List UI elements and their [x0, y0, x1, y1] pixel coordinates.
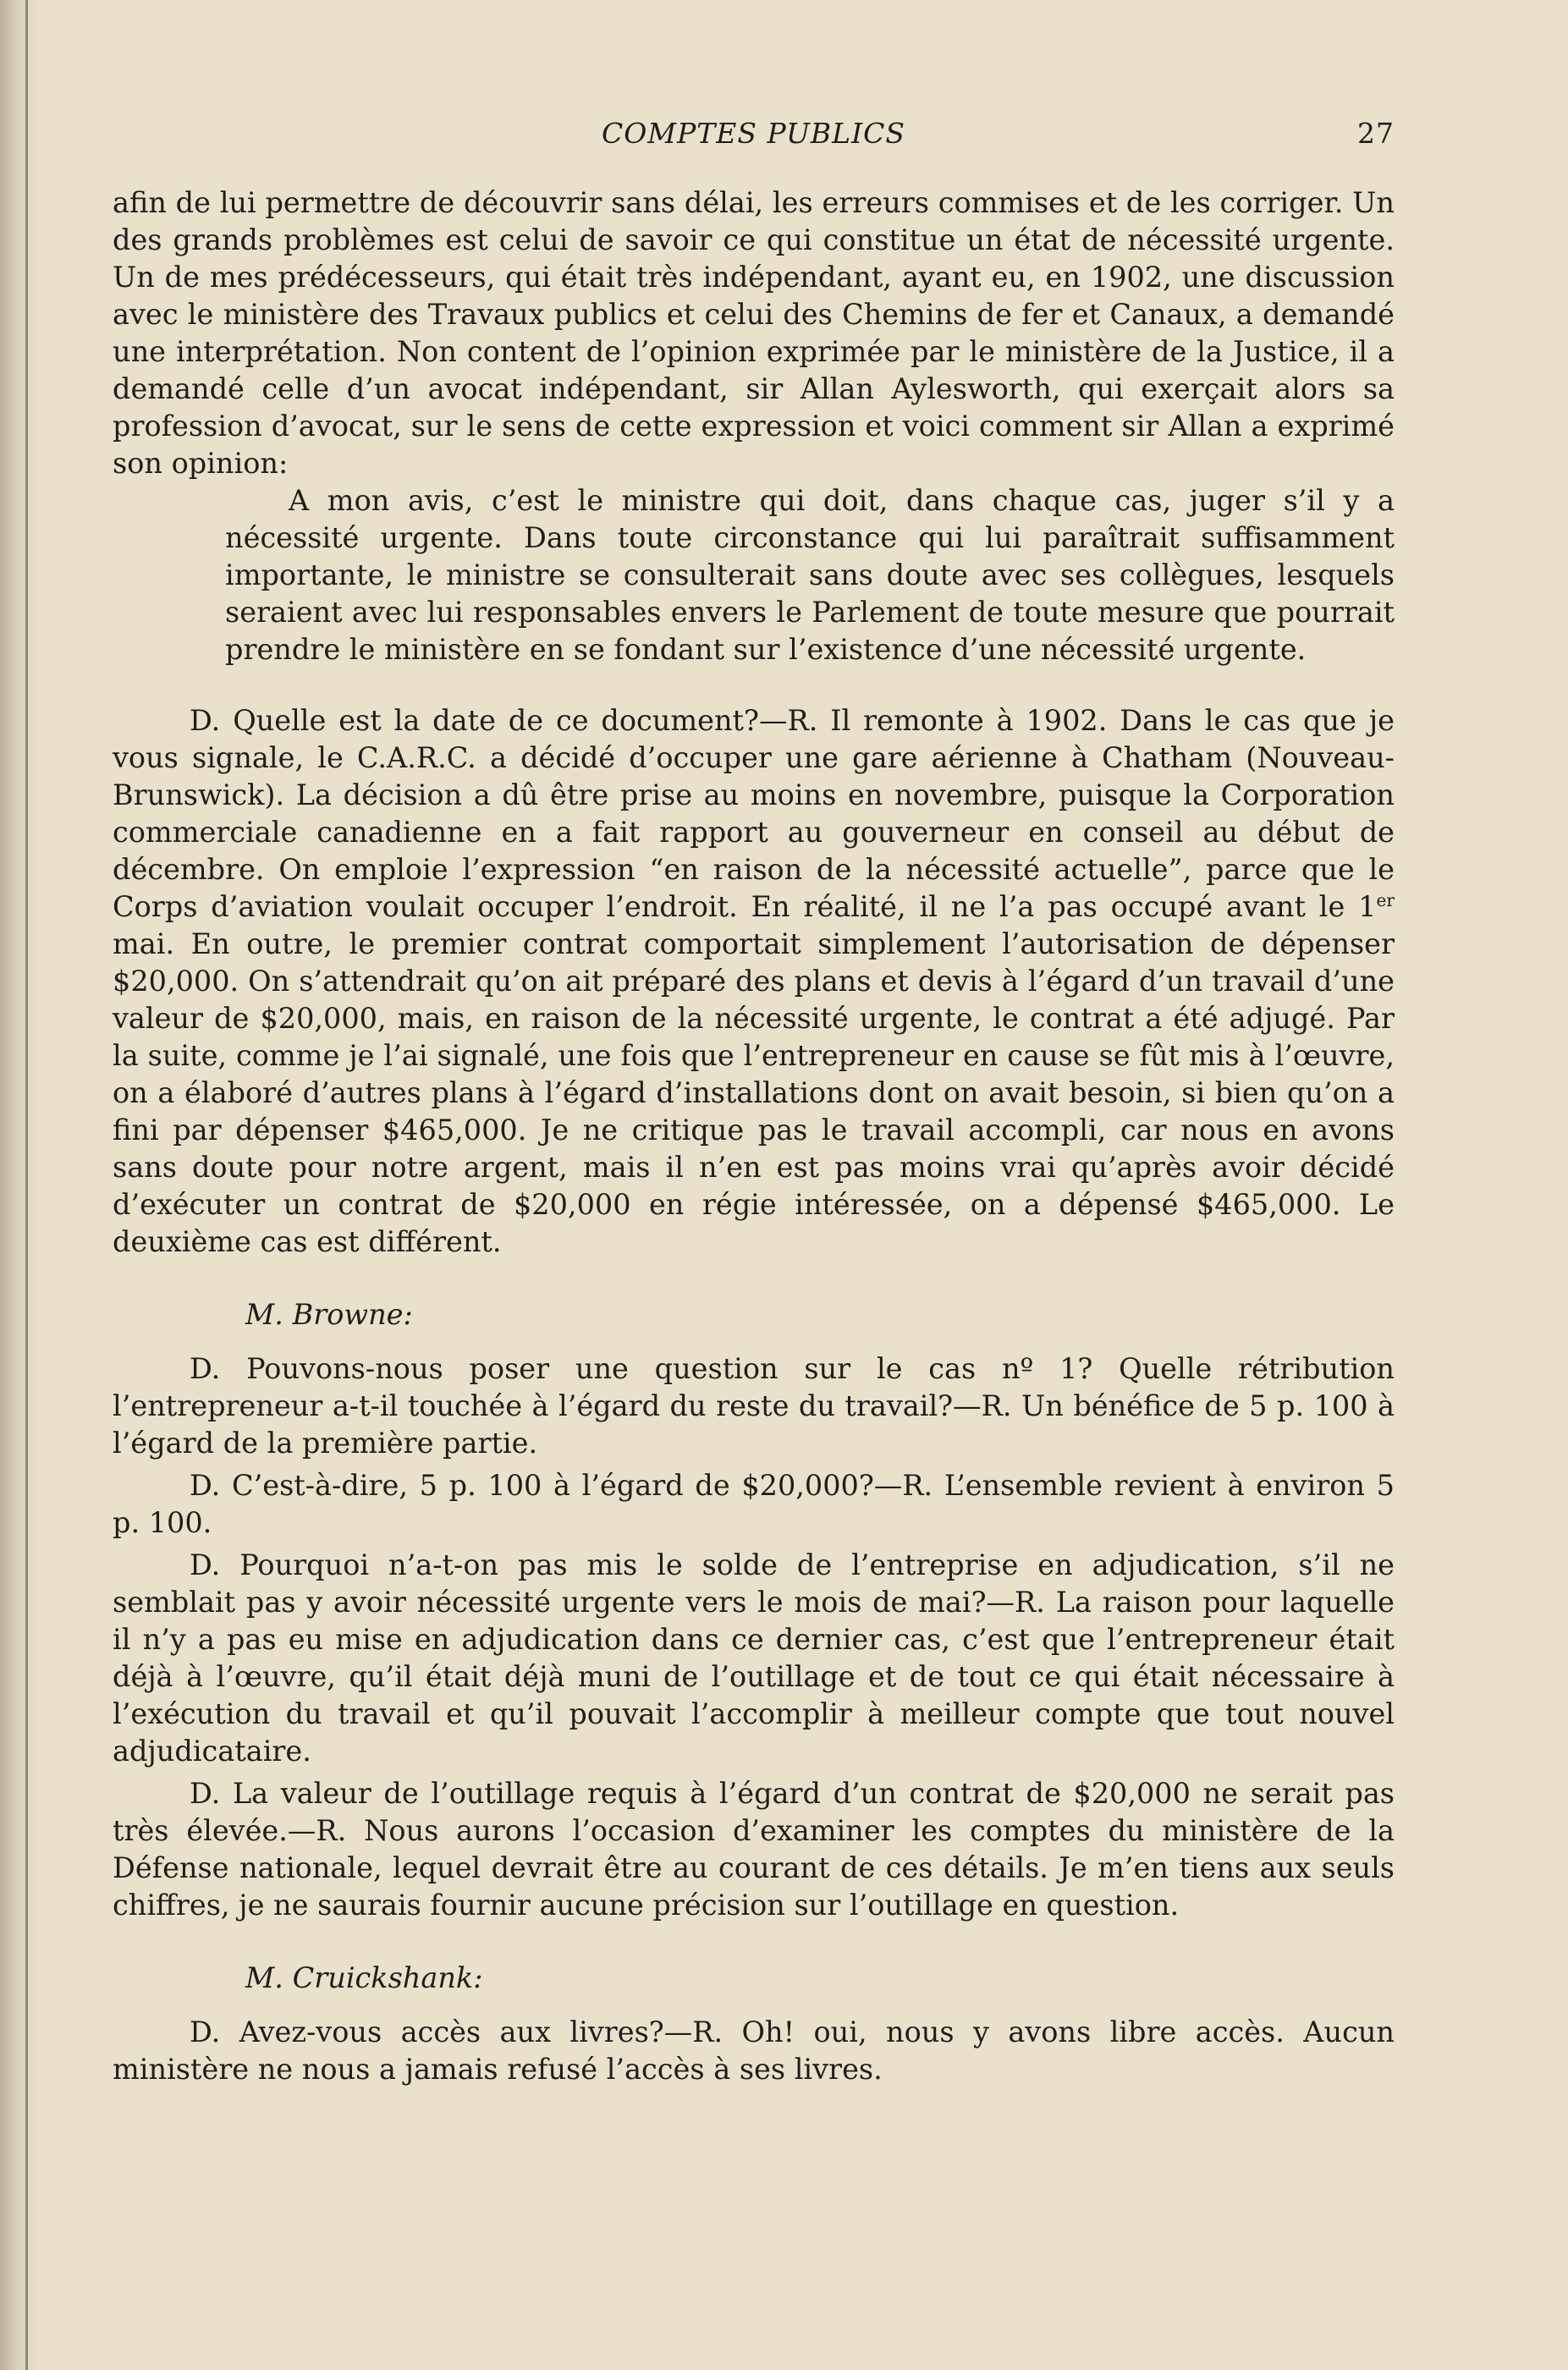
binding-line: [25, 0, 28, 2370]
question-answer-3: D. Pourquoi n’a-t-on pas mis le solde de l’entreprise en adjudication, s’il ne semblait pas y avoir nécessité urgente vers le mois de mai?—R. La raison pour laquelle il n’y a pas eu mise en adjudication dans ce dernier cas, c’est que l’entrepreneur était déjà à l’œuvre, qu’il était déjà muni de l’outillage et de tout ce qui était nécessaire à l’exécution du travail et qu’il pouvait l’accomplir à meilleur compte que tout nouvel adjudicataire.: [113, 1548, 1395, 1768]
speaker-browne: M. Browne:: [245, 1298, 413, 1331]
ordinal-superscript: er: [1376, 889, 1395, 910]
chatham-text-part1: D. Quelle est la date de ce document?—R. Il remonte à 1902. Dans le cas que je vous signale, le C.A.R.C. a décidé d’occuper une gare aérienne à Chatham (Nouveau-Brunswick). La décision a dû être prise au moins en novembre, puisque la Corporation commerciale canadienne en a fait rapport au gouverneur en conseil au début de décembre. On emploie l’expression “en raison de la nécessité actuelle”, parce que le Corps d’aviation voulait occuper l’endroit. En réalité, il ne l’a pas occupé avant le 1: [113, 704, 1395, 923]
paragraph-chatham-case: [113, 702, 1395, 1261]
page-binding-edge: [0, 0, 39, 2370]
speaker-cruickshank: M. Cruickshank:: [245, 1961, 483, 1994]
document-page: [113, 108, 1395, 2088]
paragraph-opinion-context: afin de lui permettre de découvrir sans délai, les erreurs commises et de les corriger. Un des grands problèmes est celui de savoir ce qui constitue un état de nécessité urgente. Un de mes prédécesseurs, qui était très indépendant, ayant eu, en 1902, une discussion avec le ministère des Travaux publics et celui des Chemins de fer et Canaux, a demandé une interprétation. Non content de l’opinion exprimée par le ministère de la Justice, il a demandé celle d’un avocat indépendant, sir Allan Aylesworth, qui exerçait alors sa profession d’avocat, sur le sens de cette expression et voici comment sir Allan a exprimé son opinion:: [113, 186, 1395, 480]
question-answer-1: D. Pouvons-nous poser une question sur le cas nº 1? Quelle rétribution l’entrepreneur a-t-il touchée à l’égard du reste du travail?—R. Un bénéfice de 5 p. 100 à l’égard de la première partie.: [113, 1352, 1395, 1460]
block-quote-aylesworth: A mon avis, c’est le ministre qui doit, dans chaque cas, juger s’il y a nécessité urgente. Dans toute circonstance qui lui paraîtrait suffisamment importante, le ministre se consulterait sans doute avec ses collègues, lesquels seraient avec lui responsables envers le Parlement de toute mesure que pourrait prendre le ministère en se fondant sur l’existence d’une nécessité urgente.: [225, 484, 1395, 666]
chatham-text-part2: mai. En outre, le premier contrat comportait simplement l’autorisation de dépenser $20,000. On s’attendrait qu’on ait préparé des plans et devis à l’égard d’un travail d’une valeur de $20,000, mais, en raison de la nécessité urgente, le contrat a été adjugé. Par la suite, comme je l’ai signalé, une fois que l’entrepreneur en cause se fût mis à l’œuvre, on a élaboré d’autres plans à l’égard d’installations dont on avait besoin, si bien qu’on a fini par dépenser $465,000. Je ne critique pas le travail accompli, car nous en avons sans doute pour notre argent, mais il n’en est pas moins vrai qu’après avoir décidé d’exécuter un contrat de $20,000 en régie intéressée, on a dépensé $465,000. Le deuxième cas est différent.: [113, 927, 1395, 1258]
body-text: [113, 184, 1395, 2088]
question-answer-5: D. Avez-vous accès aux livres?—R. Oh! oui, nous y avons libre accès. Aucun ministère ne nous a jamais refusé l’accès à ses livres.: [113, 2015, 1395, 2086]
page-number: 27: [1357, 117, 1395, 150]
running-header: [113, 108, 1395, 159]
running-title: COMPTES PUBLICS: [602, 117, 905, 150]
question-answer-4: D. La valeur de l’outillage requis à l’égard d’un contrat de $20,000 ne serait pas très élevée.—R. Nous aurons l’occasion d’examiner les comptes du ministère de la Défense nationale, lequel devrait être au courant de ces détails. Je m’en tiens aux seuls chiffres, je ne saurais fournir aucune précision sur l’outillage en question.: [113, 1777, 1395, 1922]
question-answer-2: D. C’est-à-dire, 5 p. 100 à l’égard de $20,000?—R. L’ensemble revient à environ 5 p. 100.: [113, 1469, 1395, 1539]
